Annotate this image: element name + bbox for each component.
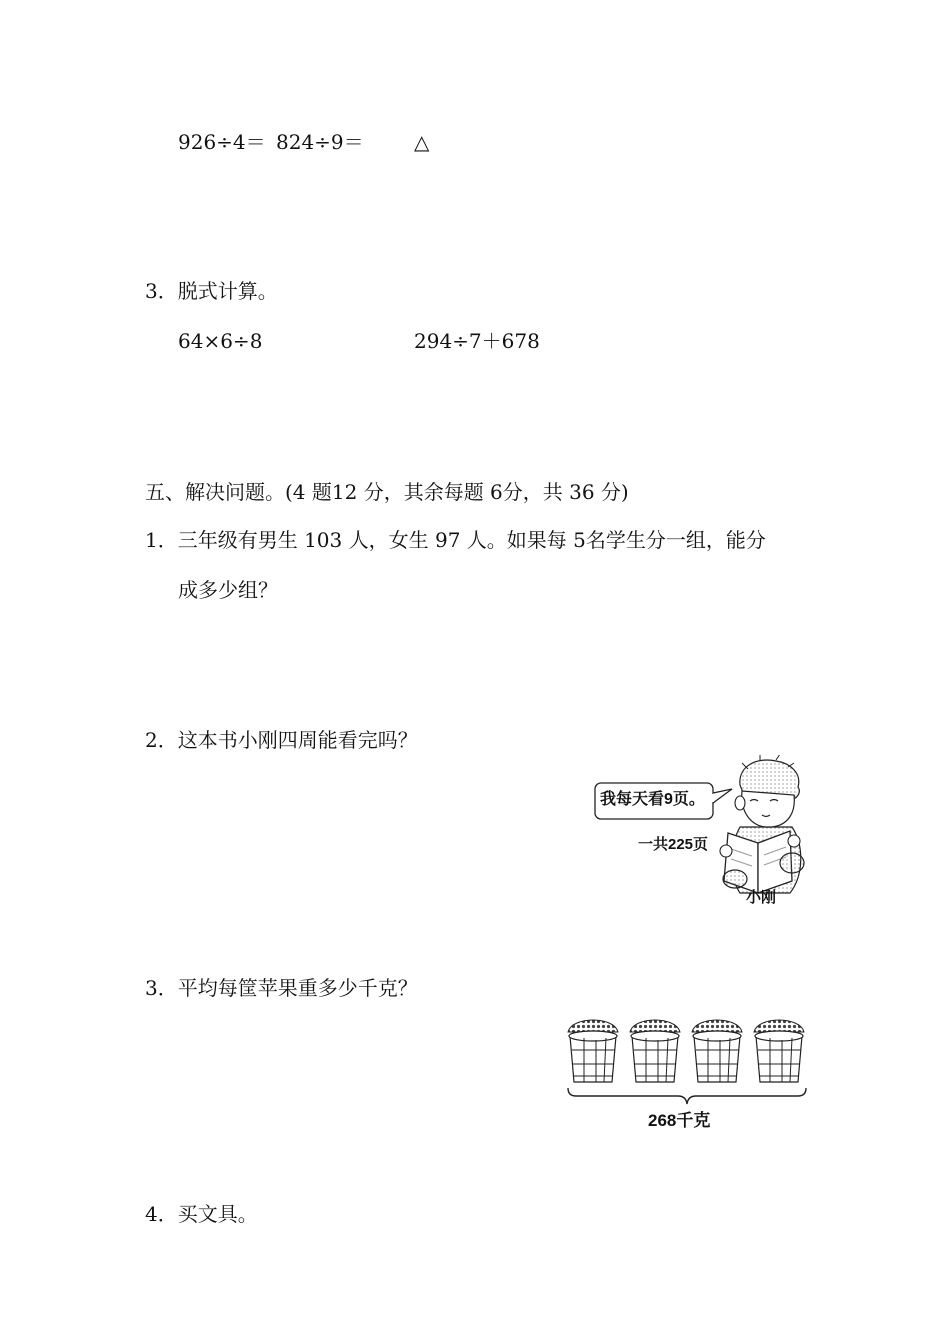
baskets-drawing <box>560 1010 815 1110</box>
problem-1-line-1: 1．三年级有男生 103 人，女生 97 人。如果每 5名学生分一组，能分 <box>145 528 766 552</box>
basket-3 <box>692 1020 742 1082</box>
boy-name-label: 小刚 <box>746 889 777 906</box>
brace <box>568 1088 806 1104</box>
problem-3: 3．平均每筐苹果重多少千克？ <box>145 976 418 1000</box>
triangle-mark: △ <box>414 130 430 154</box>
problem-1-line-2: 成多少组？ <box>178 578 278 602</box>
division-expr-1: 926÷4＝ <box>178 130 266 154</box>
speech-bubble-text: 我每天看9页。 <box>600 791 705 808</box>
q3-expr-2: 294÷7＋678 <box>414 329 540 353</box>
q3-expr-1: 64×6÷8 <box>178 329 263 353</box>
boy-reading-illustration <box>590 755 820 915</box>
q3-heading: 3．脱式计算。 <box>145 279 278 303</box>
apple-baskets-illustration <box>560 1010 815 1140</box>
total-pages-label: 一共225页 <box>638 836 709 853</box>
problem-2: 2．这本书小刚四周能看完吗？ <box>145 728 418 752</box>
total-weight-label: 268千克 <box>648 1111 711 1130</box>
basket-1 <box>568 1020 618 1082</box>
division-expr-2: 824÷9＝ <box>276 130 364 154</box>
section5-heading: 五、解决问题。(4 题12 分，其余每题 6分，共 36 分) <box>145 480 629 504</box>
basket-2 <box>630 1020 680 1082</box>
boy-reading-drawing <box>590 755 820 915</box>
problem-4: 4．买文具。 <box>145 1202 258 1226</box>
basket-4 <box>754 1020 804 1082</box>
